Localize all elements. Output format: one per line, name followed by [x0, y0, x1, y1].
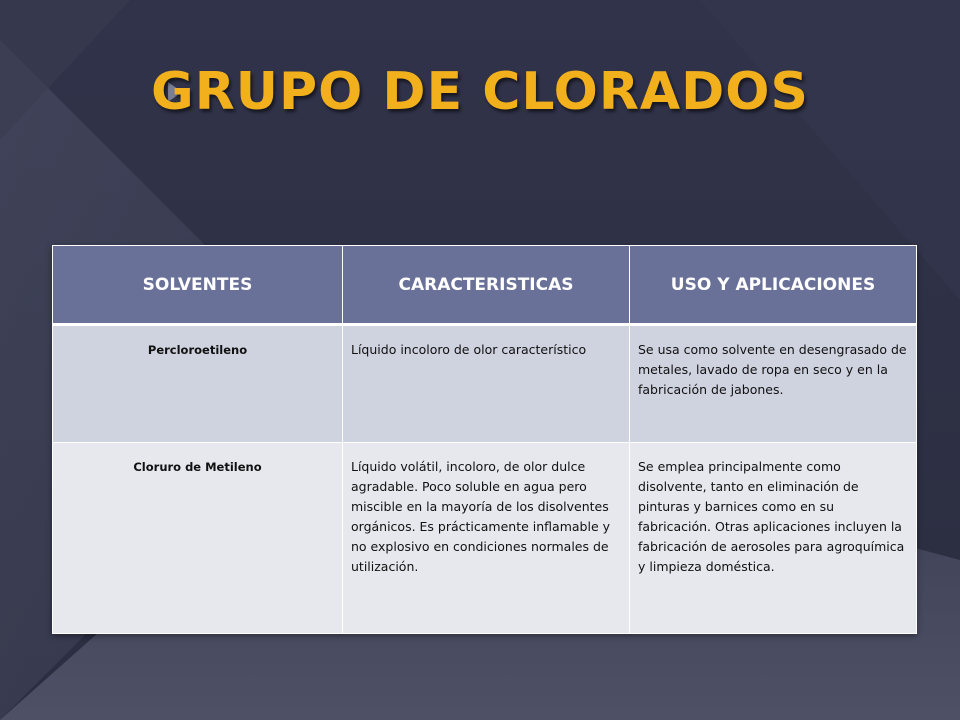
table-header-row [53, 246, 917, 325]
slide-title: GRUPO DE CLORADOS [151, 62, 809, 122]
table-row [53, 443, 917, 634]
characteristics-cell: Líquido incoloro de olor característico [343, 325, 630, 443]
usage-cell: Se emplea principalmente como disolvente, tanto en eliminación de pinturas y barnices como en su fabricación. Otras aplicaciones incluyen la fabricación de aerosoles para agroquímica y limpieza doméstica. [630, 443, 917, 634]
solvents-table [52, 245, 917, 634]
header-caracteristicas: CARACTERISTICAS [343, 246, 630, 325]
solvent-name-cell: Percloroetileno [53, 325, 343, 443]
solvent-name-cell: Cloruro de Metileno [53, 443, 343, 634]
header-uso-aplicaciones: USO Y APLICACIONES [630, 246, 917, 325]
header-solventes: SOLVENTES [53, 246, 343, 325]
table-row [53, 325, 917, 443]
usage-cell: Se usa como solvente en desengrasado de metales, lavado de ropa en seco y en la fabricación de jabones. [630, 325, 917, 443]
characteristics-cell: Líquido volátil, incoloro, de olor dulce agradable. Poco soluble en agua pero miscible en la mayoría de los disolventes orgánicos. Es prácticamente inflamable y no explosivo en condiciones normales de utilización. [343, 443, 630, 634]
